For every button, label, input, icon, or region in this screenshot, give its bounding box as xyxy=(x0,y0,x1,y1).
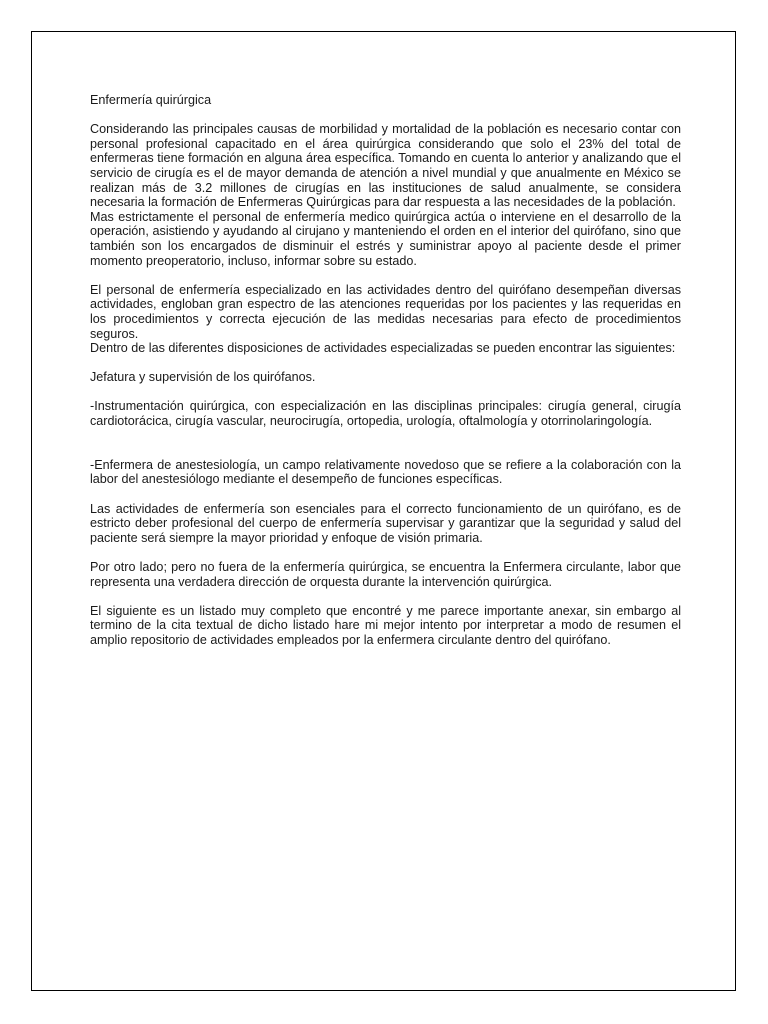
paragraph-gap xyxy=(90,385,681,400)
paragraph-gap xyxy=(90,268,681,283)
document-body xyxy=(90,93,681,648)
paragraph-anesthesiology: -Enfermera de anestesiología, un campo relativamente novedoso que se refiere a la colaboración con la labor del anestesiólogo mediante el desempeño de funciones específicas. xyxy=(90,457,681,487)
paragraph-role: Mas estrictamente el personal de enfermería medico quirúrgica actúa o interviene en el desarrollo de la operación, asistiendo y ayudando al cirujano y manteniendo el orden en el interior del quirófano, sino que también son los encargados de disminuir el estrés y suministrar apoyo al paciente desde el primer momento preoperatorio, incluso, informar sobre su estado. xyxy=(90,209,681,268)
paragraph-supervision: Jefatura y supervisión de los quirófanos. xyxy=(90,370,316,385)
document-title: Enfermería quirúrgica xyxy=(90,93,212,107)
paragraph-gap xyxy=(90,356,681,371)
paragraph-gap xyxy=(90,487,681,502)
paragraph-specialized-staff: El personal de enfermería especializado en las actividades dentro del quirófano desempeñan diversas actividades, engloban gran espectro de las atenciones requeridas por los pacientes y las requeridas en los procedimientos y correcta ejecución de las medidas necesarias para efecto de procedimientos seguros. xyxy=(90,282,681,341)
paragraph-circulating-nurse: Por otro lado; pero no fuera de la enfermería quirúrgica, se encuentra la Enfermera circulante, labor que representa una verdadera dirección de orquesta durante la intervención quirúrgica. xyxy=(90,560,681,589)
paragraph-gap xyxy=(90,589,681,604)
paragraph-list-intro: El siguiente es un listado muy completo que encontré y me parece importante anexar, sin embargo al termino de la cita textual de dicho listado hare mi mejor intento por interpretar a modo de resumen el amplio repositorio de actividades empleados por la enfermera circulante dentro del quirófano. xyxy=(90,603,681,647)
paragraph-instrumentation: -Instrumentación quirúrgica, con especialización en las disciplinas principales: cirugía general, cirugía cardiotorácica, cirugía vascular, neurocirugía, ortopedia, urología, oftalmología y otorrinolaringología. xyxy=(90,399,681,429)
document-page xyxy=(31,31,736,991)
paragraph-gap xyxy=(90,545,681,560)
paragraph-gap xyxy=(90,108,681,123)
paragraph-intro: Considerando las principales causas de morbilidad y mortalidad de la población es necesario contar con personal profesional capacitado en el área quirúrgica considerando que solo el 23% del total de enfermeras tiene formación en alguna área específica. Tomando en cuenta lo anterior y analizando que el servicio de cirugía es el de mayor demanda de atención a nivel mundial y que anualmente en México se realizan más de 3.2 millones de cirugías en las instituciones de salud anualmente, se considera necesaria la formación de Enfermeras Quirúrgicas para dar respuesta a las necesidades de la población. xyxy=(90,122,681,210)
paragraph-activities: Las actividades de enfermería son esenciales para el correcto funcionamiento de un quirófano, es de estricto deber profesional del cuerpo de enfermería supervisar y garantizar que la seguridad y salud del paciente será siempre la mayor prioridad y enfoque de visión primaria. xyxy=(90,501,681,545)
paragraph-gap xyxy=(90,429,681,458)
paragraph-dispositions: Dentro de las diferentes disposiciones de actividades especializadas se pueden encontrar las siguientes: xyxy=(90,341,676,356)
